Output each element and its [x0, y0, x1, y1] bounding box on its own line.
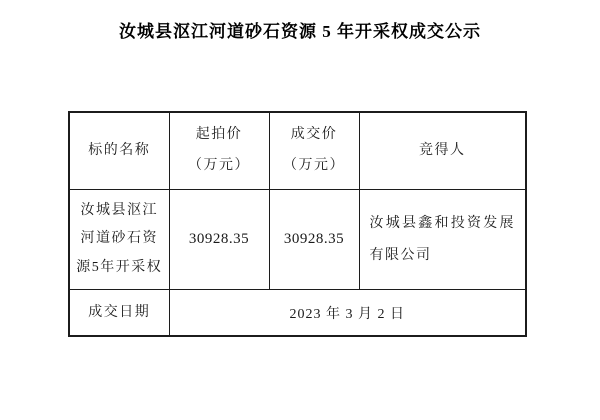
col-header-deal-price-label: 成交价: [290, 127, 338, 143]
col-header-start-price: [169, 112, 269, 190]
col-header-deal-price: [269, 112, 359, 190]
deal-date-value: 2023 年 3 月 2 日: [169, 290, 526, 336]
col-header-start-price-unit: （万元）: [188, 158, 250, 174]
page-title: 汝城县沤江河道砂石资源 5 年开采权成交公示: [119, 22, 481, 41]
deal-price-cell: 30928.35: [269, 190, 359, 290]
col-header-deal-price-unit: （万元）: [283, 158, 345, 174]
col-header-winner: [359, 112, 526, 190]
col-header-winner-label: 竞得人: [419, 142, 466, 158]
start-price-cell: 30928.35: [169, 190, 269, 290]
col-header-subject: [69, 112, 169, 190]
col-header-start-price-label: 起拍价: [195, 127, 243, 143]
table-header-row: [69, 112, 526, 190]
winner-cell: 汝城县鑫和投资发展有限公司: [359, 190, 526, 290]
subject-cell: 汝城县沤江河道砂石资源5年开采权: [69, 190, 169, 290]
table-footer-row: [69, 290, 526, 336]
results-table: [68, 111, 527, 337]
announcement-page: [0, 20, 600, 337]
table-data-row: [69, 190, 526, 290]
col-header-subject-label: 标的名称: [88, 142, 151, 158]
deal-date-label: 成交日期: [69, 290, 169, 336]
